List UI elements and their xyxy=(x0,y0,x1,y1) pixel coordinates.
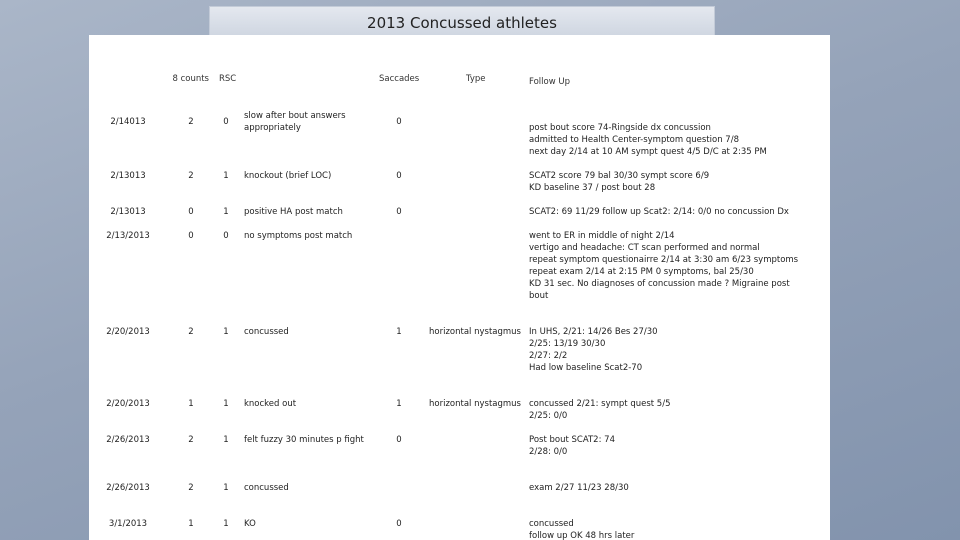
cell-8-counts: 1 xyxy=(188,519,194,529)
cell-date: 2/26/2013 xyxy=(106,435,150,445)
cell-date: 2/13013 xyxy=(110,171,146,181)
cell-follow-up: went to ER in middle of night 2/14 vertigo and headache: CT scan performed and normal repeat symptom questionairre 2/14 at 3:30 am 6/23 symptoms repeat exam 2/14 at 2:15 PM 0 symptoms, bal 25/30 KD 31 sec. No diagnoses of concussion made ? Migraine post bout xyxy=(529,231,799,301)
cell-date: 2/20/2013 xyxy=(106,399,150,409)
cell-follow-up: In UHS, 2/21: 14/26 Bes 27/30 2/25: 13/19 30/30 2/27: 2/2 Had low baseline Scat2-70 xyxy=(529,327,658,373)
cell-rsc: 1 xyxy=(223,399,229,409)
cell-description: no symptoms post match xyxy=(244,231,353,241)
cell-rsc: 1 xyxy=(223,327,229,337)
cell-8-counts: 2 xyxy=(188,117,194,127)
cell-date: 2/26/2013 xyxy=(106,483,150,493)
cell-saccades: 0 xyxy=(396,207,402,217)
slide-title: 2013 Concussed athletes xyxy=(209,6,715,36)
cell-8-counts: 2 xyxy=(188,435,194,445)
cell-date: 3/1/2013 xyxy=(108,519,148,529)
header-type: Type xyxy=(466,74,486,84)
concussion-table xyxy=(89,35,830,540)
cell-follow-up: concussed 2/21: sympt quest 5/5 2/25: 0/0 xyxy=(529,399,671,421)
cell-follow-up: SCAT2 score 79 bal 30/30 sympt score 6/9 KD baseline 37 / post bout 28 xyxy=(529,171,710,193)
cell-description: KO xyxy=(244,519,256,529)
cell-saccades: 0 xyxy=(396,117,402,127)
cell-description: knockout (brief LOC) xyxy=(244,171,332,181)
cell-8-counts: 0 xyxy=(188,231,194,241)
cell-follow-up: post bout score 74-Ringside dx concussion admitted to Health Center-symptom question 7/8 next day 2/14 at 10 AM sympt quest 4/5 D/C at 2:35 PM xyxy=(529,123,767,157)
cell-rsc: 1 xyxy=(223,483,229,493)
cell-saccades: 1 xyxy=(396,327,402,337)
cell-date: 2/14013 xyxy=(110,117,146,127)
cell-description: felt fuzzy 30 minutes p fight xyxy=(244,435,364,445)
cell-type: horizontal nystagmus xyxy=(429,327,521,337)
cell-rsc: 1 xyxy=(223,207,229,217)
header-saccades: Saccades xyxy=(379,74,420,84)
cell-date: 2/13013 xyxy=(110,207,146,217)
cell-follow-up: concussed follow up OK 48 hrs later xyxy=(529,519,635,540)
cell-date: 2/20/2013 xyxy=(106,327,150,337)
cell-follow-up: exam 2/27 11/23 28/30 xyxy=(529,483,629,493)
cell-follow-up: SCAT2: 69 11/29 follow up Scat2: 2/14: 0/0 no concussion Dx xyxy=(529,207,789,217)
cell-date: 2/13/2013 xyxy=(106,231,150,241)
cell-rsc: 1 xyxy=(223,435,229,445)
cell-description: concussed xyxy=(244,327,289,337)
cell-description: concussed xyxy=(244,483,289,493)
cell-8-counts: 1 xyxy=(188,399,194,409)
cell-type: horizontal nystagmus xyxy=(429,399,521,409)
cell-8-counts: 2 xyxy=(188,327,194,337)
cell-rsc: 1 xyxy=(223,171,229,181)
header-rsc: RSC xyxy=(219,74,237,84)
cell-saccades: 0 xyxy=(396,171,402,181)
cell-8-counts: 0 xyxy=(188,207,194,217)
cell-rsc: 1 xyxy=(223,519,229,529)
cell-saccades: 1 xyxy=(396,399,402,409)
cell-saccades: 0 xyxy=(396,435,402,445)
cell-follow-up: Post bout SCAT2: 74 2/28: 0/0 xyxy=(529,435,615,457)
cell-saccades: 0 xyxy=(396,519,402,529)
cell-description: slow after bout answers appropriately xyxy=(244,111,346,133)
cell-8-counts: 2 xyxy=(188,171,194,181)
cell-description: positive HA post match xyxy=(244,207,343,217)
header-follow-up: Follow Up xyxy=(529,77,570,87)
cell-description: knocked out xyxy=(244,399,297,409)
header-8-counts: 8 counts xyxy=(172,74,209,84)
cell-rsc: 0 xyxy=(223,231,229,241)
cell-8-counts: 2 xyxy=(188,483,194,493)
cell-rsc: 0 xyxy=(223,117,229,127)
